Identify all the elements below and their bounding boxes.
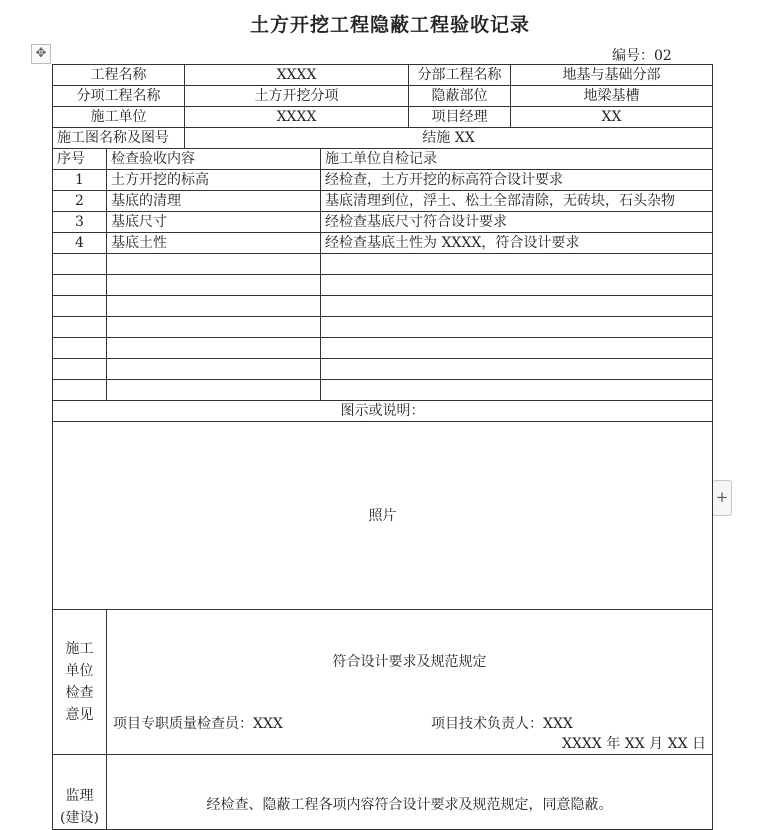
table-row xyxy=(53,191,713,212)
table-row xyxy=(53,296,713,317)
subitem-value[interactable]: 土方开挖分项 xyxy=(185,86,409,107)
table-row xyxy=(53,317,713,338)
row-content[interactable]: 基底土性 xyxy=(107,233,321,254)
header-row-contractor xyxy=(53,107,713,128)
hidden-part-label: 隐蔽部位 xyxy=(409,86,511,107)
photo-area[interactable] xyxy=(53,422,713,610)
row-seq[interactable]: 2 xyxy=(53,191,107,212)
header-row-drawing xyxy=(53,128,713,149)
row-seq[interactable] xyxy=(53,359,107,380)
table-row xyxy=(53,254,713,275)
row-content[interactable] xyxy=(107,359,321,380)
table-row xyxy=(53,359,713,380)
row-record[interactable]: 经检查，土方开挖的标高符合设计要求 xyxy=(321,170,713,191)
table-move-handle-icon[interactable]: ✥ xyxy=(31,44,51,64)
header-row-project xyxy=(53,65,713,86)
acceptance-record-table xyxy=(52,64,713,830)
hidden-part-value[interactable]: 地梁基槽 xyxy=(511,86,713,107)
contractor-label: 施工单位 xyxy=(53,107,185,128)
division-label: 分部工程名称 xyxy=(409,65,511,86)
contractor-conclusion: 符合设计要求及规范规定 xyxy=(332,654,487,670)
add-column-icon[interactable]: + xyxy=(712,480,732,516)
row-seq[interactable] xyxy=(53,380,107,401)
supervisor-opinion-label xyxy=(53,755,107,830)
row-record[interactable]: 基底清理到位，浮土、松土全部清除，无砖块，石头杂物 xyxy=(321,191,713,212)
supervisor-opinion-row xyxy=(53,755,713,830)
row-seq[interactable] xyxy=(53,338,107,359)
row-record[interactable] xyxy=(321,380,713,401)
contractor-date: XXXX 年 XX 月 XX 日 xyxy=(562,736,706,752)
row-content[interactable] xyxy=(107,338,321,359)
pm-value[interactable]: XX xyxy=(511,107,713,128)
table-row xyxy=(53,275,713,296)
photo-label: 照片 xyxy=(368,507,397,524)
division-value[interactable]: 地基与基础分部 xyxy=(511,65,713,86)
contractor-value[interactable]: XXXX xyxy=(185,107,409,128)
document-title: 土方开挖工程隐蔽工程验收记录 xyxy=(249,14,530,36)
row-content[interactable] xyxy=(107,254,321,275)
row-seq[interactable] xyxy=(53,296,107,317)
subitem-label: 分项工程名称 xyxy=(53,86,185,107)
row-content[interactable]: 土方开挖的标高 xyxy=(107,170,321,191)
illustration-row xyxy=(53,401,713,422)
col-header-seq: 序号 xyxy=(53,149,107,170)
row-record[interactable] xyxy=(321,338,713,359)
table-row xyxy=(53,212,713,233)
drawing-label: 施工图名称及图号 xyxy=(53,128,185,149)
row-seq[interactable]: 1 xyxy=(53,170,107,191)
row-record[interactable] xyxy=(321,254,713,275)
col-header-self-check: 施工单位自检记录 xyxy=(321,149,713,170)
row-content[interactable] xyxy=(107,380,321,401)
side-label-line: 单位 xyxy=(65,663,94,679)
contractor-opinion-body[interactable] xyxy=(107,610,713,755)
drawing-value[interactable]: 结施 XX xyxy=(185,128,713,149)
row-record[interactable] xyxy=(321,296,713,317)
row-content[interactable] xyxy=(107,317,321,338)
row-seq[interactable] xyxy=(53,317,107,338)
table-row xyxy=(53,338,713,359)
photo-row xyxy=(53,422,713,610)
row-content[interactable] xyxy=(107,296,321,317)
row-record[interactable] xyxy=(321,359,713,380)
side-label-line: (建设) xyxy=(60,810,99,826)
project-name-value[interactable]: XXXX xyxy=(185,65,409,86)
row-seq[interactable]: 3 xyxy=(53,212,107,233)
side-label-line: 施工 xyxy=(65,641,94,657)
side-label-line: 检查 xyxy=(65,685,94,701)
row-content[interactable] xyxy=(107,275,321,296)
row-seq[interactable]: 4 xyxy=(53,233,107,254)
table-row xyxy=(53,380,713,401)
side-label-line: 意见 xyxy=(65,707,94,723)
row-content[interactable]: 基底的清理 xyxy=(107,191,321,212)
row-record[interactable]: 经检查基底土性为 XXXX，符合设计要求 xyxy=(321,233,713,254)
supervisor-opinion-body[interactable] xyxy=(107,755,713,830)
row-seq[interactable] xyxy=(53,275,107,296)
tech-lead-signature: 项目技术负责人：XXX xyxy=(431,716,573,732)
illustration-label: 图示或说明： xyxy=(53,401,713,422)
contractor-opinion-label xyxy=(53,610,107,755)
contractor-opinion-row xyxy=(53,610,713,755)
pm-label: 项目经理 xyxy=(409,107,511,128)
row-seq[interactable] xyxy=(53,254,107,275)
header-row-subitem xyxy=(53,86,713,107)
check-table-header xyxy=(53,149,713,170)
side-label-line: 监理 xyxy=(65,788,94,804)
supervisor-conclusion: 经检查、隐蔽工程各项内容符合设计要求及规范规定，同意隐蔽。 xyxy=(206,797,613,813)
row-record[interactable]: 经检查基底尺寸符合设计要求 xyxy=(321,212,713,233)
row-record[interactable] xyxy=(321,275,713,296)
project-name-label: 工程名称 xyxy=(53,65,185,86)
qc-inspector-signature: 项目专职质量检查员：XXX xyxy=(113,716,283,732)
table-row xyxy=(53,233,713,254)
table-row xyxy=(53,170,713,191)
row-content[interactable]: 基底尺寸 xyxy=(107,212,321,233)
col-header-content: 检查验收内容 xyxy=(107,149,321,170)
document-number: 编号：02 xyxy=(612,48,672,64)
row-record[interactable] xyxy=(321,317,713,338)
